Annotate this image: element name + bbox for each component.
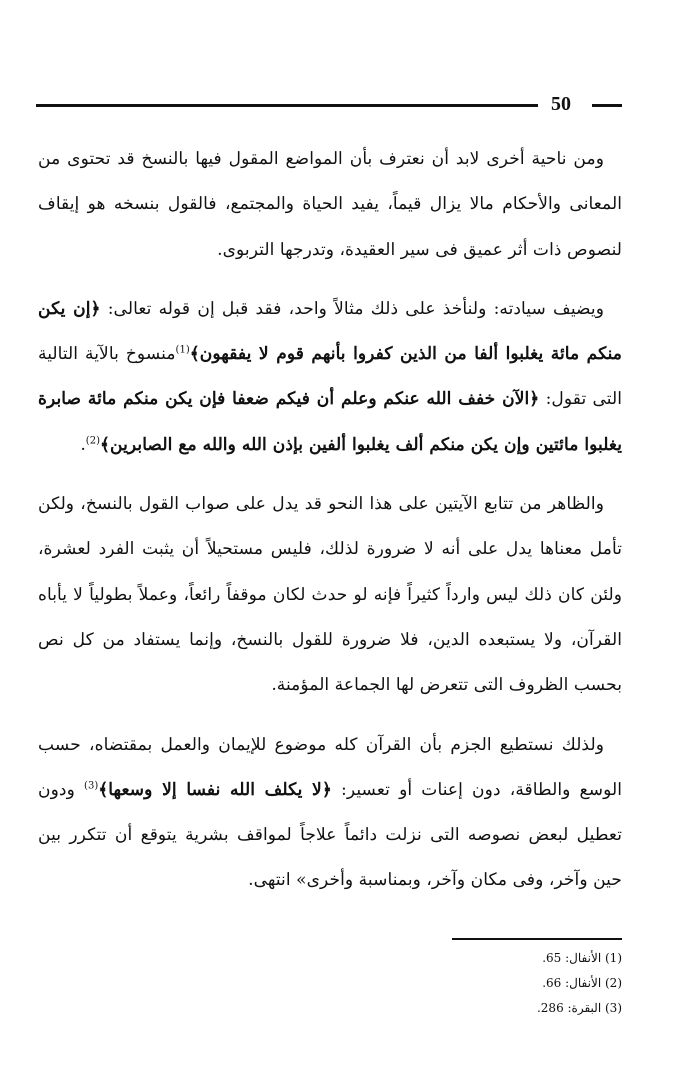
footnote-text: الأنفال: 66.	[542, 976, 602, 990]
paragraph-text: ودون تعطيل لبعض نصوصه التى نزلت دائماً علاجاً لمواقف بشرية يتوقع أن تتكرر بين حين وآخر، وفى مكان وآخر، وبمناسبة وأخرى» انتهى.	[38, 779, 622, 891]
footnote	[222, 996, 622, 1021]
paragraph-text: والظاهر من تتابع الآيتين على هذا النحو قد يدل على صواب القول بالنسخ، ولكن تأمل معناها يدل على أنه لا ضرورة لذلك، فليس مستحيلاً أن يثبت الفرد لعشرة، ولئن كان ذلك ليس وارداً كثيراً فإنه لو حدث لكان موقفاً رائعاً، وعملاً بطولياً لا يأباه القرآن، ولا يستبعده الدين، فلا ضرورة للقول بالنسخ، وإنما يستفاد من كل نص بحسب الظروف التى تتعرض لها الجماعة المؤمنة.	[38, 494, 622, 696]
footnote-number: (3)	[604, 1001, 622, 1015]
paragraph	[38, 723, 622, 904]
footnote	[222, 971, 622, 996]
page-header	[36, 94, 622, 118]
footnote-marker: (3)	[84, 780, 99, 792]
footnotes	[222, 946, 622, 1021]
footnote	[222, 946, 622, 971]
header-rule-short	[592, 104, 622, 107]
footnote-marker: (2)	[85, 435, 100, 447]
page-number: 50	[551, 93, 571, 115]
footnote-rule	[452, 938, 622, 940]
paragraph	[38, 137, 622, 273]
footnote-text: الأنفال: 65.	[542, 951, 602, 965]
paragraph	[38, 482, 622, 708]
footnote-text: البقرة: 286.	[536, 1001, 602, 1015]
paragraph-text: ويضيف سيادته: ولنأخذ على ذلك مثالاً واحد، فقد قبل إن قوله تعالى:	[100, 298, 604, 319]
paragraph-text: .	[80, 434, 86, 455]
body-text	[38, 137, 622, 918]
quran-verse: ﴿لا يكلف الله نفسا إلا وسعها﴾	[98, 779, 332, 800]
footnote-number: (2)	[604, 976, 622, 990]
header-rule	[36, 104, 538, 107]
paragraph-text: ولذلك نستطيع الجزم بأن القرآن كله موضوع للإيمان والعمل بمقتضاه، حسب الوسع والطاقة، دون إعنات أو تعسير:	[38, 734, 622, 800]
quran-verse: ﴿إن يكن منكم مائة يغلبوا ألفا من الذين كفروا بأنهم قوم لا يفقهون﴾	[38, 298, 622, 365]
quran-verse: ﴿الآن خفف الله عنكم وعلم أن فيكم ضعفا فإن يكن منكم مائة صابرة يغلبوا مائتين وإن يكن منكم ألف يغلبوا ألفين بإذن الله والله مع الصابرين﴾	[38, 389, 622, 455]
footnote-number: (1)	[604, 951, 622, 965]
paragraph	[38, 287, 622, 468]
paragraph-text: ومن ناحية أخرى لابد أن نعترف بأن المواضع المقول فيها بالنسخ قد تحتوى من المعانى والأحكام مالا يزال قيماً، يفيد الحياة والمجتمع، فالقول بنسخه هو إيقاف لنصوص ذات أثر عميق فى سير العقيدة، وتدرجها التربوى.	[38, 149, 622, 260]
footnote-marker: (1)	[175, 344, 190, 356]
paragraph-text: منسوخ بالآية التالية التى تقول:	[38, 344, 623, 410]
